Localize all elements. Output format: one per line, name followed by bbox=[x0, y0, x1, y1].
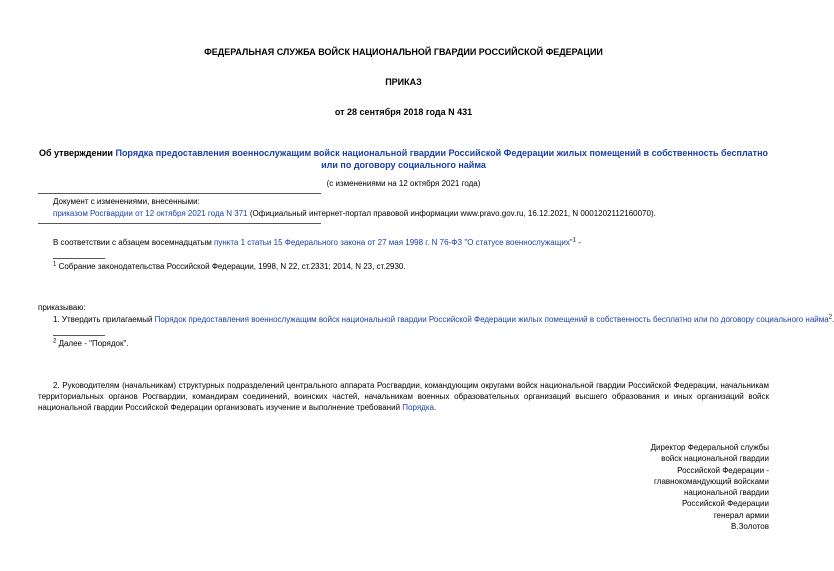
footnote-2 bbox=[53, 338, 769, 349]
agency-name: ФЕДЕРАЛЬНАЯ СЛУЖБА ВОЙСК НАЦИОНАЛЬНОЙ ГВАРДИИ РОССИЙСКОЙ ФЕДЕРАЦИИ bbox=[204, 47, 603, 57]
separator-rule bbox=[38, 223, 321, 224]
signature-line: генерал армии bbox=[713, 510, 769, 520]
footnote-rule bbox=[53, 258, 105, 259]
order-item-1 bbox=[53, 314, 833, 325]
signature-line: главнокомандующий войсками bbox=[654, 476, 769, 486]
procedure-link[interactable]: Порядок предоставления военнослужащим войск национальной гвардии Российской Федерации жилых помещений в собственность бесплатно или по договору социального найма bbox=[154, 315, 829, 324]
order-item-2 bbox=[38, 380, 769, 413]
title-order-link[interactable]: Порядка предоставления военнослужащим войск национальной гвардии Российской Федерации жилых помещений в собственность бесплатно или по договору социального найма bbox=[115, 148, 769, 170]
item-1-text: 1. Утвердить прилагаемый bbox=[53, 315, 155, 324]
changes-source: (Официальный интернет-портал правовой информации www.pravo.gov.ru, 16.12.2021, N 0001202112160070). bbox=[247, 209, 656, 218]
preamble-tail: - bbox=[575, 238, 581, 247]
item-2-text: 2. Руководителям (начальникам) структурных подразделений центрального аппарата Росгвардии, командующим округами войск национальной гвардии Российской Федерации, начальникам территориальных органов Росгвардии, командирам соединений, воинских частей, начальникам военных образовательных организаций высшего образования и иных организаций войск национальной гвардии Российской Федерации организовать изучение и выполнение требований bbox=[38, 381, 769, 412]
separator-rule bbox=[38, 193, 321, 194]
federal-law-link[interactable]: пункта 1 статьи 15 Федерального закона от 27 мая 1998 г. N 76-ФЗ "О статусе военнослужащих" bbox=[213, 238, 573, 247]
footnote-ref-1[interactable]: 1 bbox=[572, 237, 576, 244]
footnote-2-number: 2 bbox=[53, 338, 57, 345]
footnote-2-text: Далее - "Порядок". bbox=[56, 339, 129, 348]
preamble-text: В соответствии с абзацем восемнадцатым bbox=[53, 238, 214, 247]
document-type: ПРИКАЗ bbox=[385, 77, 422, 87]
signature-line: войск национальной гвардии bbox=[661, 454, 769, 464]
signature-line: национальной гвардии bbox=[683, 488, 769, 498]
document-date-number: от 28 сентября 2018 года N 431 bbox=[334, 107, 473, 117]
signature-block bbox=[560, 442, 769, 532]
footnote-ref-2[interactable]: 2 bbox=[828, 314, 833, 321]
signature-line: Директор Федеральной службы bbox=[650, 443, 769, 452]
footnote-1-text: Собрание законодательства Российской Федерации, 1998, N 22, ст.2331; 2014, N 23, ст.2930. bbox=[56, 262, 406, 271]
document-title bbox=[38, 147, 769, 171]
changes-order-link[interactable]: приказом Росгвардии от 12 октября 2021 года N 371 bbox=[53, 209, 248, 218]
footnote-1-number: 1 bbox=[53, 261, 57, 268]
procedure-short-link[interactable]: Порядка bbox=[402, 403, 434, 412]
signature-line: Российской Федерации bbox=[682, 499, 769, 509]
footnote-rule bbox=[53, 335, 105, 336]
preamble-paragraph bbox=[53, 237, 769, 248]
item-2-tail: . bbox=[433, 403, 437, 412]
signature-line: Российской Федерации - bbox=[677, 465, 769, 475]
footnote-1 bbox=[53, 261, 769, 272]
order-word: приказываю: bbox=[38, 303, 86, 312]
amendments-note: (с изменениями на 12 октября 2021 года) bbox=[326, 179, 481, 188]
changes-entry bbox=[53, 208, 769, 219]
signatory-name: В.Золотов bbox=[731, 522, 769, 532]
changes-label: Документ с изменениями, внесенными: bbox=[53, 197, 200, 206]
title-prefix: Об утверждении bbox=[38, 148, 116, 158]
